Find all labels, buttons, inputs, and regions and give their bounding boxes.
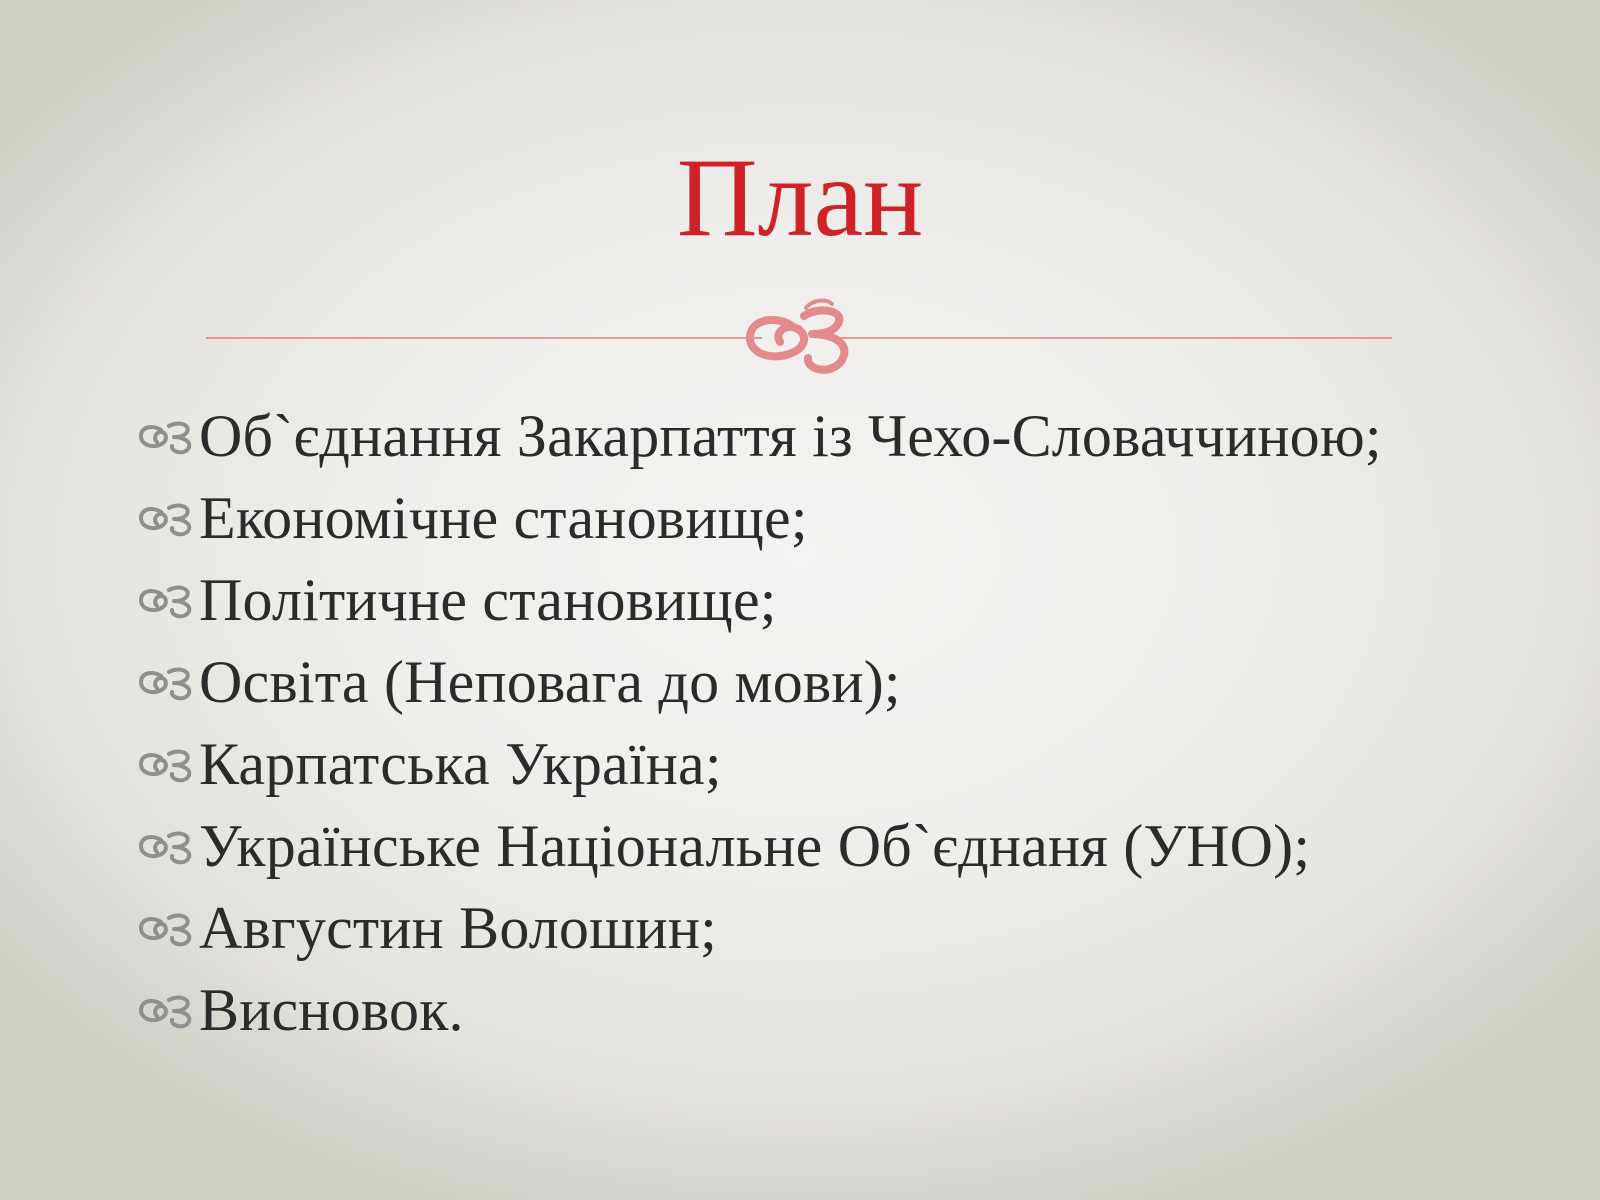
swirl-bullet-icon [137,498,197,538]
plan-item-text: Політичне становище; [199,566,777,633]
plan-list-item [137,641,1382,723]
plan-item-text: Висновок. [199,976,464,1043]
plan-item-text: Економічне становище; [199,484,808,551]
plan-list-item [137,805,1382,887]
plan-list-item [137,477,1382,559]
swirl-bullet-icon [137,744,197,784]
swirl-bullet-icon [137,580,197,620]
plan-item-text: Об`єднання Закарпаття із Чехо-Словаччиною; [199,402,1382,469]
plan-list-item [137,969,1382,1051]
plan-item-text: Карпатська Україна; [199,730,722,797]
title-divider [0,290,1600,380]
plan-list-item [137,723,1382,805]
slide-title: План [676,136,924,260]
plan-item-text: Освіта (Неповага до мови); [199,648,901,715]
swirl-bullet-icon [137,826,197,866]
swirl-bullet-icon [137,662,197,702]
plan-list-item [137,395,1382,477]
plan-list-item [137,559,1382,641]
plan-list-item [137,887,1382,969]
swirl-bullet-icon [137,908,197,948]
swirl-bullet-icon [137,990,197,1030]
swirl-bullet-icon [137,416,197,456]
plan-item-text: Українське Національне Об`єднаня (УНО); [199,812,1311,879]
plan-item-text: Августин Волошин; [199,894,717,961]
plan-list [137,395,1382,1051]
swirl-ornament-icon [750,301,845,370]
